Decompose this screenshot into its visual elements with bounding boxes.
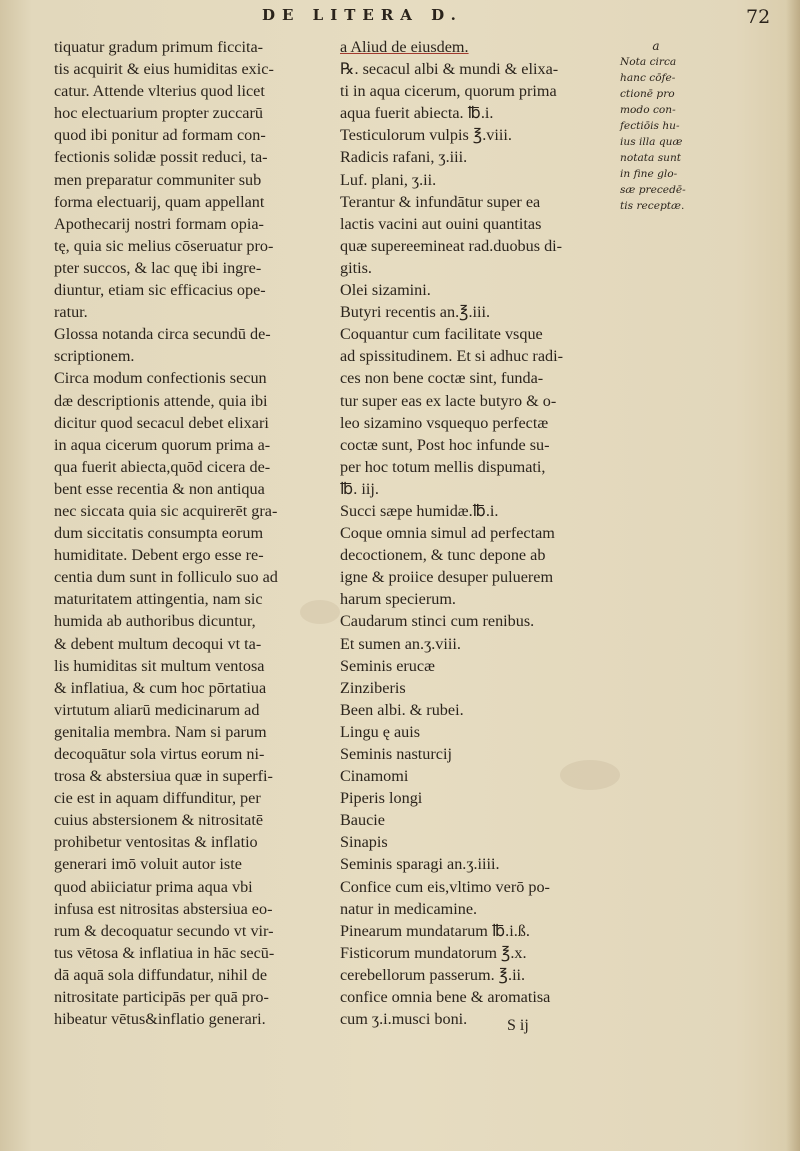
text-line: humida ab authoribus dicuntur, [54,612,256,631]
text-line: Fisticorum mundatorum ℥.x. [340,943,527,962]
text-line: Piperis longi [340,789,423,808]
text-line: decoctionem, & tunc depone ab [340,546,546,565]
text-line: Coque omnia simul ad perfectam [340,524,555,543]
running-head [0,6,800,32]
text-line: a Aliud de eiusdem. [340,38,469,56]
page-edge [786,0,800,1151]
text-line: nec siccata quia sic acquirerēt gra- [54,501,278,520]
text-line: & inflatiua, & cum hoc pōrtatiua [54,678,267,697]
text-line: prohibetur ventositas & inflatio [54,833,258,852]
text-line: Olei sizamini. [340,281,431,300]
text-line: cerebellorum passerum. ℥.ii. [340,965,526,984]
text-line: maturitatem attingentia, nam sic [54,590,263,609]
text-line: lis humiditas sit multum ventosa [54,656,265,675]
text-line: genitalia membra. Nam si parum [54,722,267,741]
text-line: cuius abstersionem & nitrositatē [54,811,264,830]
text-line: dā aquā sola diffundatur, nihil de [54,965,268,984]
marginal-note-line: Nota circa [620,56,677,68]
text-line: Seminis erucæ [340,656,435,675]
text-line: lactis vacini aut ouini quantitas [340,214,542,233]
marginal-note-line: notata sunt [620,152,682,164]
text-line: rum & decoquatur secundo vt vir- [54,921,274,940]
text-line: Sinapis [340,833,388,852]
text-line: aqua fuerit abiecta. ℔.i. [340,104,494,123]
text-line: Coquantur cum facilitate vsque [340,325,543,344]
text-line: ℞. secacul albi & mundi & elixa- [340,60,559,79]
text-line: Pinearum mundatarum ℔.i.ß. [340,921,530,940]
text-line: generari imō voluit autor iste [54,855,242,874]
text-line: ℔. iij. [340,479,379,498]
text-line: infusa est nitrositas abstersiua eo- [54,899,273,918]
text-line: Caudarum stinci cum renibus. [340,612,535,631]
running-head-title: DE LITERA D. [262,6,463,24]
text-line: tę, quia sic melius cōseruatur pro- [54,236,274,255]
text-line: humiditate. Debent ergo esse re- [54,546,264,565]
text-line: dæ descriptionis attende, quia ibi [54,391,268,410]
right-text-column [340,36,608,1030]
text-line: cum ʒ.i.musci boni. [340,1010,468,1029]
text-line: quod abiiciatur prima aqua vbi [54,877,253,896]
text-line: quæ supereemineat rad.duobus di- [340,236,563,255]
text-line: pter succos, & lac quę ibi ingre- [54,258,262,277]
text-line: dicitur quod secacul debet elixari [54,413,269,432]
text-line: gitis. [340,258,372,277]
text-line: tur super eas ex lacte butyro & o- [340,391,557,410]
text-line: per hoc totum mellis dispumati, [340,457,546,476]
text-line: Cinamomi [340,767,409,786]
text-line: Apothecarij nostri formam opia- [54,214,264,233]
text-line: igne & proiice desuper puluerem [340,568,554,587]
text-line: hoc electuarium propter zuccarū [54,104,263,123]
text-line: fectionis solidæ possit reduci, ta- [54,148,268,167]
text-line: coctæ sunt, Post hoc infunde su- [340,435,550,454]
signature-mark: S ij [507,1017,529,1034]
text-line: Circa modum confectionis secun [54,369,267,388]
text-line: ratur. [54,303,88,322]
text-line: dum siccitatis consumpta eorum [54,524,264,543]
text-line: tus vētosa & inflatiua in hāc secū- [54,943,275,962]
text-line: cie est in aquam diffunditur, per [54,789,261,808]
marginal-note-line: fectiōis hu- [620,120,680,132]
text-line: centia dum sunt in folliculo suo ad [54,568,278,587]
text-line: trosa & abstersiua quæ in superfi- [54,767,273,786]
marginal-note-line: ctionē pro [620,88,675,100]
left-text-column [54,36,330,1030]
text-line: tis acquirit & eius humiditas exic- [54,60,274,79]
text-line: Succi sæpe humidæ.℔.i. [340,501,499,520]
text-line: Radicis rafani, ʒ.iii. [340,148,468,167]
marginal-note-line: ius illa quæ [620,136,683,148]
marginal-note-line: modo con- [620,104,676,116]
page-number: 72 [746,6,771,28]
text-line: bent esse recentia & non antiqua [54,479,265,498]
text-line: Seminis sparagi an.ʒ.iiii. [340,855,500,874]
text-line: Butyri recentis an.℥.iii. [340,303,491,322]
text-line: Testiculorum vulpis ℥.viii. [340,126,512,145]
text-line: scriptionem. [54,347,135,366]
text-line: Confice cum eis,vltimo verō po- [340,877,550,896]
text-line: nitrositate participās per quā pro- [54,988,269,1007]
text-line: leo sizamino vsquequo perfectæ [340,413,549,432]
text-line: hibeatur vētus&inflatio generari. [54,1010,266,1029]
marginal-note-line: a [652,39,660,53]
text-line: Baucie [340,811,385,830]
text-line: tiquatur gradum primum ficcita- [54,38,264,56]
text-line: ti in aqua cicerum, quorum prima [340,82,557,101]
text-line: Been albi. & rubei. [340,700,464,719]
text-line: quod ibi ponitur ad formam con- [54,126,266,145]
marginal-note-line: sæ precedē- [620,184,686,196]
marginal-note-line: tis receptæ. [620,200,685,212]
text-line: diuntur, etiam sic efficacius ope- [54,281,266,300]
text-line: Luf. plani, ʒ.ii. [340,170,437,189]
marginal-note-line: in fine glo- [620,168,678,180]
text-line: catur. Attende vlterius quod licet [54,82,265,101]
text-line: forma electuarij, quam appellant [54,192,265,211]
text-line: Zinziberis [340,678,406,697]
text-line: harum specierum. [340,590,456,609]
text-line: decoquātur sola virtus eorum ni- [54,745,265,763]
marginal-note-line: hanc cōfe- [620,72,676,84]
text-line: men preparatur communiter sub [54,170,262,189]
text-line: & debent multum decoqui vt ta- [54,634,262,653]
text-line: qua fuerit abiecta,quōd cicera de- [54,457,271,476]
text-line: ces non bene coctæ sint, funda- [340,369,544,388]
text-line: Terantur & infundātur super ea [340,192,541,211]
text-line: Et sumen an.ʒ.viii. [340,634,461,653]
text-line: in aqua cicerum quorum prima a- [54,435,271,454]
text-line: natur in medicamine. [340,899,478,918]
text-line: Glossa notanda circa secundū de- [54,325,271,344]
text-line: Seminis nasturcij [340,745,452,763]
text-line: Lingu ę auis [340,722,421,741]
text-line: virtutum aliarū medicinarum ad [54,700,260,719]
text-line: ad spissitudinem. Et si adhuc radi- [340,347,563,366]
text-line: confice omnia bene & aromatisa [340,988,551,1007]
marginal-note [620,38,692,214]
